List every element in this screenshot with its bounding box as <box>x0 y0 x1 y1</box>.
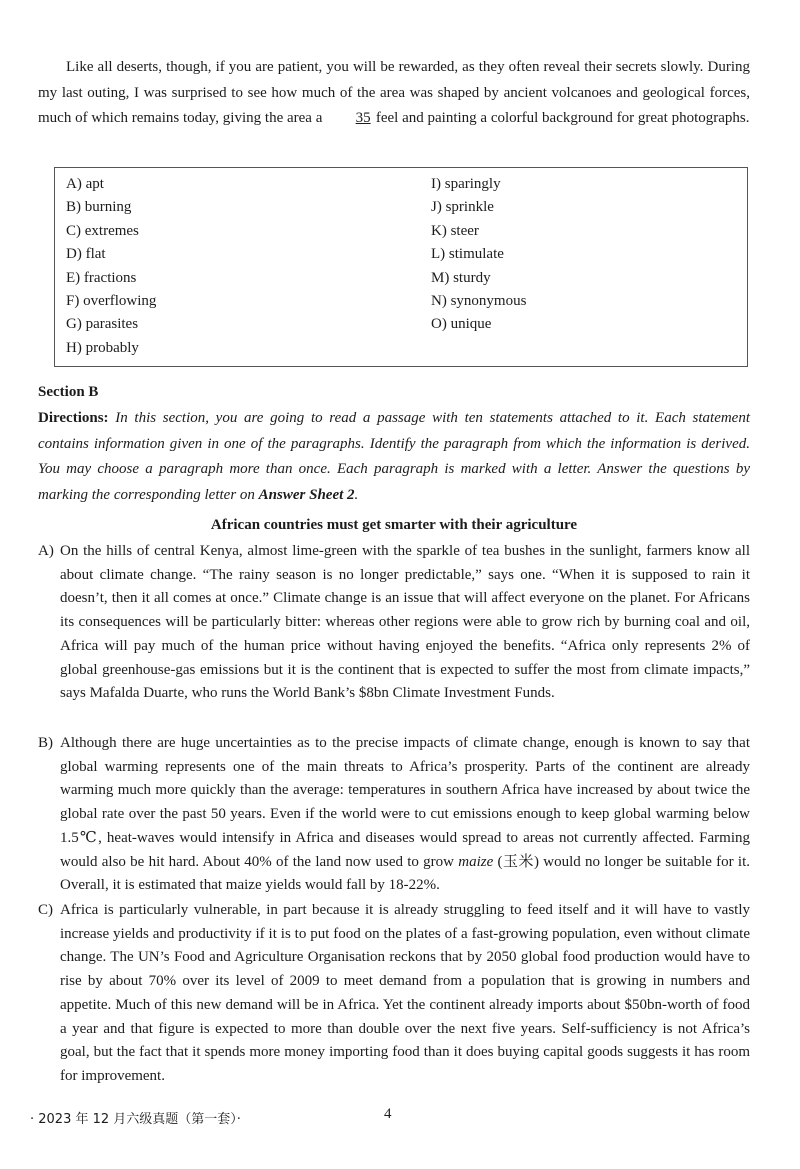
paragraph-letter: C) <box>38 902 53 918</box>
paragraph-letter: A) <box>38 543 54 559</box>
vocab-gloss: (玉米) <box>497 853 540 870</box>
word-option: J) sprinkle <box>431 199 494 216</box>
word-option: G) parasites <box>66 316 139 333</box>
directions-paragraph <box>38 406 750 508</box>
paragraph-text-before: Although there are huge uncertainties as to the precise impacts of climate change, enough is known to say that global warming represents one of the main threats to Africa’s prosperity. Parts of the continent are already warming much more quickly than the average: temperatures in southern Africa have increased by about twice the global rate over the past 50 years. Even if the world were to cut emissions enough to keep global warming below 1.5℃, heat-waves would intensify in Africa and diseases would spread to areas not currently affected. Farming would also be hit hard. About 40% of the land now used to grow <box>60 735 750 870</box>
word-bank-box <box>54 167 748 367</box>
paragraph-c <box>38 899 750 1089</box>
intro-text-before: Like all deserts, though, if you are patient, you will be rewarded, as they often reveal their secrets slowly. During my last outing, I was surprised to see how much of the area was shaped by ancient volcanoes and geological forces, much of which remains today, giving the area a <box>38 59 750 126</box>
word-option: N) synonymous <box>431 293 527 310</box>
paragraph-b <box>38 732 750 898</box>
word-option: B) burning <box>66 199 132 216</box>
paragraph-letter: B) <box>38 735 53 751</box>
word-bank-left-column <box>66 173 156 360</box>
intro-paragraph <box>38 55 750 132</box>
word-option: D) flat <box>66 246 106 263</box>
vocab-term: maize <box>458 853 494 870</box>
section-heading: Section B <box>38 384 99 400</box>
answer-sheet-label: Answer Sheet 2 <box>258 486 355 503</box>
directions-label: Directions: <box>38 410 109 426</box>
directions-text: In this section, you are going to read a passage with ten statements attached to it. Each statement contains information given in one of the paragraphs. Identify the paragraph from which the information is derived. You may choose a paragraph more than once. Each paragraph is marked with a letter. Answer the questions by marking the corresponding letter on <box>38 410 751 503</box>
word-option: E) fractions <box>66 269 137 286</box>
word-option: L) stimulate <box>431 246 504 263</box>
paragraph-body: Africa is particularly vulnerable, in part because it is already struggling to feed itself and it will have to vastly increase yields and productivity if it is to put food on the plates of a fast-growing population, even without climate change. The UN’s Food and Agriculture Organisation reckons that by 2050 global food production would have to rise by about 70% over its level of 2009 to meet demand from a population that is growing in numbers and appetite. Much of this new demand will be in Africa. Yet the continent already imports about $50bn-worth of food a year and that figure is expected to more than double over the next five years. Self-sufficiency is not Africa’s goal, but the fact that it spends more money importing food than it does buying capital goods suggests it has room for improvement. <box>60 902 750 1084</box>
word-option: K) steer <box>431 222 479 239</box>
directions-end: . <box>354 486 359 503</box>
word-option: O) unique <box>431 316 492 333</box>
word-option: A) apt <box>66 176 104 192</box>
word-option: F) overflowing <box>66 293 157 310</box>
paragraph-body <box>60 732 750 898</box>
word-option: H) probably <box>66 339 139 356</box>
paragraph-a <box>38 540 750 706</box>
word-option: I) sparingly <box>431 176 501 192</box>
passage-title: African countries must get smarter with their agriculture <box>210 517 578 533</box>
page-number: 4 <box>384 1106 392 1122</box>
paragraph-text-after: would no longer be suitable for it. Overall, it is estimated that maize yields would fall by 18-22%. <box>60 853 751 894</box>
intro-text-after: feel and painting a colorful background for great photographs. <box>375 110 750 126</box>
footer-label: · 2023 年 12 月六级真题（第一套）· <box>30 1112 241 1127</box>
word-bank-right-column <box>431 173 526 337</box>
word-option: C) extremes <box>66 222 139 239</box>
paragraph-body: On the hills of central Kenya, almost lime-green with the sparkle of tea bushes in the sunlight, farmers know all about climate change. “The rainy season is no longer predictable,” says one. “When it is supposed to rain it doesn’t, then it all comes at once.” Climate change is an issue that will affect everyone on the planet. For Africans its consequences will be particularly bitter: whereas other regions were able to grow rich by burning coal and oil, Africa will pay much of the human price without having enjoyed the benefits. “Africa only represents 2% of global greenhouse-gas emissions but it is the continent that is expected to suffer the most from climate impacts,” says Mafalda Duarte, who runs the World Bank’s $8bn Climate Investment Funds. <box>60 543 750 702</box>
blank-35: 35 <box>355 110 371 126</box>
word-option: M) sturdy <box>431 269 491 286</box>
